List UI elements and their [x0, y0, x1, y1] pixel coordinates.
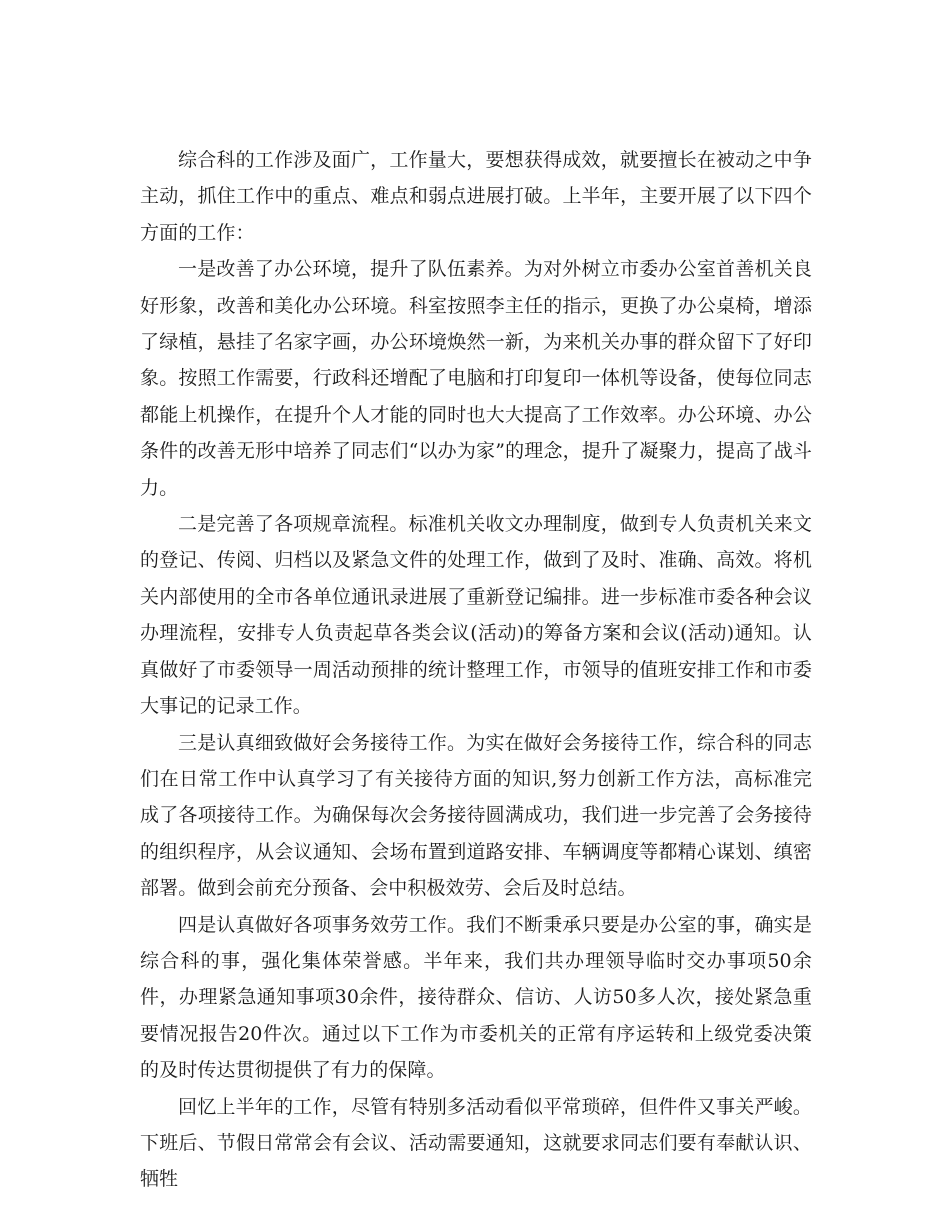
paragraph-office-environment: 一是改善了办公环境，提升了队伍素养。为对外树立市委办公室首善机关良好形象，改善和美化办公环境。科室按照李主任的指示，更换了办公桌椅，增添了绿植，悬挂了名家字画，办公环境焕然一新，为来机关办事的群众留下了好印象。按照工作需要，行政科还增配了电脑和打印复印一体机等设备，使每位同志都能上机操作，在提升个人才能的同时也大大提高了工作效率。办公环境、办公条件的改善无形中培养了同志们“以办为家”的理念，提升了凝聚力，提高了战斗力。	[140, 258, 812, 499]
paragraph-service-work: 四是认真做好各项事务效劳工作。我们不断秉承只要是办公室的事，确实是综合科的事，强化集体荣誉感。半年来，我们共办理领导临时交办事项50余件，办理紧急通知事项30余件，接待群众、信访、人访50多人次，接处紧急重要情况报告20件次。通过以下工作为市委机关的正常有序运转和上级党委决策的及时传达贯彻提供了有力的保障。	[140, 913, 812, 1082]
paragraph-rules-process: 二是完善了各项规章流程。标准机关收文办理制度，做到专人负责机关来文的登记、传阅、归档以及紧急文件的处理工作，做到了及时、准确、高效。将机关内部使用的全市各单位通讯录进展了重新登记编排。进一步标准市委各种会议办理流程，安排专人负责起草各类会议(活动)的筹备方案和会议(活动)通知。认真做好了市委领导一周活动预排的统计整理工作，市领导的值班安排工作和市委大事记的记录工作。	[140, 513, 812, 718]
paragraph-reception-work: 三是认真细致做好会务接待工作。为实在做好会务接待工作，综合科的同志们在日常工作中认真学习了有关接待方面的知识,努力创新工作方法，高标准完成了各项接待工作。为确保每次会务接待圆满成功，我们进一步完善了会务接待的组织程序，从会议通知、会场布置到道路安排、车辆调度等都精心谋划、缜密部署。做到会前充分预备、会中积极效劳、会后及时总结。	[140, 731, 812, 900]
paragraph-intro: 综合科的工作涉及面广，工作量大，要想获得成效，就要擅长在被动之中争主动，抓住工作中的重点、难点和弱点进展打破。上半年，主要开展了以下四个方面的工作：	[140, 149, 812, 244]
document-body	[140, 142, 812, 1198]
paragraph-review: 回忆上半年的工作，尽管有特别多活动看似平常琐碎，但件件又事关严峻。下班后、节假日常常会有会议、活动需要通知，这就要求同志们要有奉献认识、牺牲	[140, 1095, 812, 1191]
